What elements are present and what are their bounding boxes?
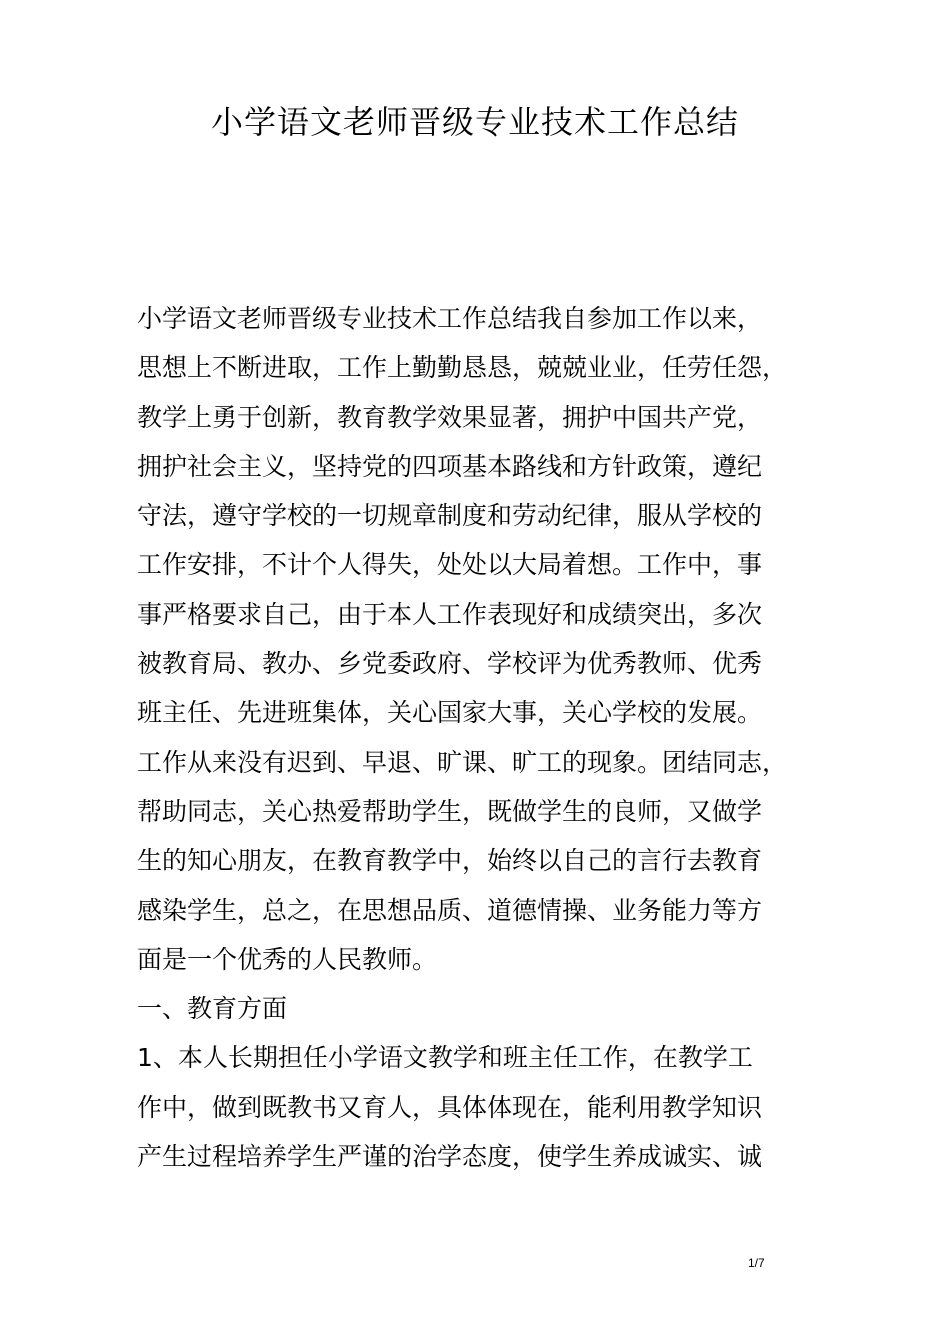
- document-body: [137, 294, 837, 1181]
- body-line: 思想上不断进取，工作上勤勤恳恳，兢兢业业，任劳任怨，: [137, 353, 788, 383]
- body-line: 工作从来没有迟到、早退、旷课、旷工的现象。团结同志，: [137, 747, 788, 777]
- document-title: 小学语文老师晋级专业技术工作总结: [210, 103, 739, 141]
- body-line: 作中，做到既教书又育人，具体体现在，能利用教学知识: [137, 1092, 763, 1122]
- body-line: 守法，遵守学校的一切规章制度和劳动纪律，服从学校的: [137, 501, 763, 531]
- section-heading: 一、教育方面: [137, 994, 288, 1024]
- body-line: 拥护社会主义，坚持党的四项基本路线和方针政策，遵纪: [137, 451, 763, 481]
- body-line: 感染学生，总之，在思想品质、道德情操、业务能力等方: [137, 895, 763, 925]
- body-line: 事严格要求自己，由于本人工作表现好和成绩突出，多次: [137, 599, 763, 629]
- body-line: 工作安排，不计个人得失，处处以大局着想。工作中，事: [137, 550, 763, 580]
- body-line: 生的知心朋友，在教育教学中，始终以自己的言行去教育: [137, 846, 763, 876]
- body-line: 帮助同志，关心热爱帮助学生，既做学生的良师，又做学: [137, 796, 763, 826]
- body-line: 1、本人长期担任小学语文教学和班主任工作，在教学工: [137, 1043, 753, 1073]
- body-line: 班主任、先进班集体，关心国家大事，关心学校的发展。: [137, 698, 763, 728]
- body-line: 产生过程培养学生严谨的治学态度，使学生养成诚实、诚: [137, 1142, 763, 1172]
- body-line: 小学语文老师晋级专业技术工作总结我自参加工作以来，: [137, 304, 763, 333]
- body-line: 面是一个优秀的人民教师。: [137, 944, 438, 974]
- body-line: 教学上勇于创新，教育教学效果显著，拥护中国共产党，: [137, 402, 763, 432]
- body-line: 被教育局、教办、乡党委政府、学校评为优秀教师、优秀: [137, 649, 763, 679]
- page-number: 1/7: [748, 1256, 765, 1270]
